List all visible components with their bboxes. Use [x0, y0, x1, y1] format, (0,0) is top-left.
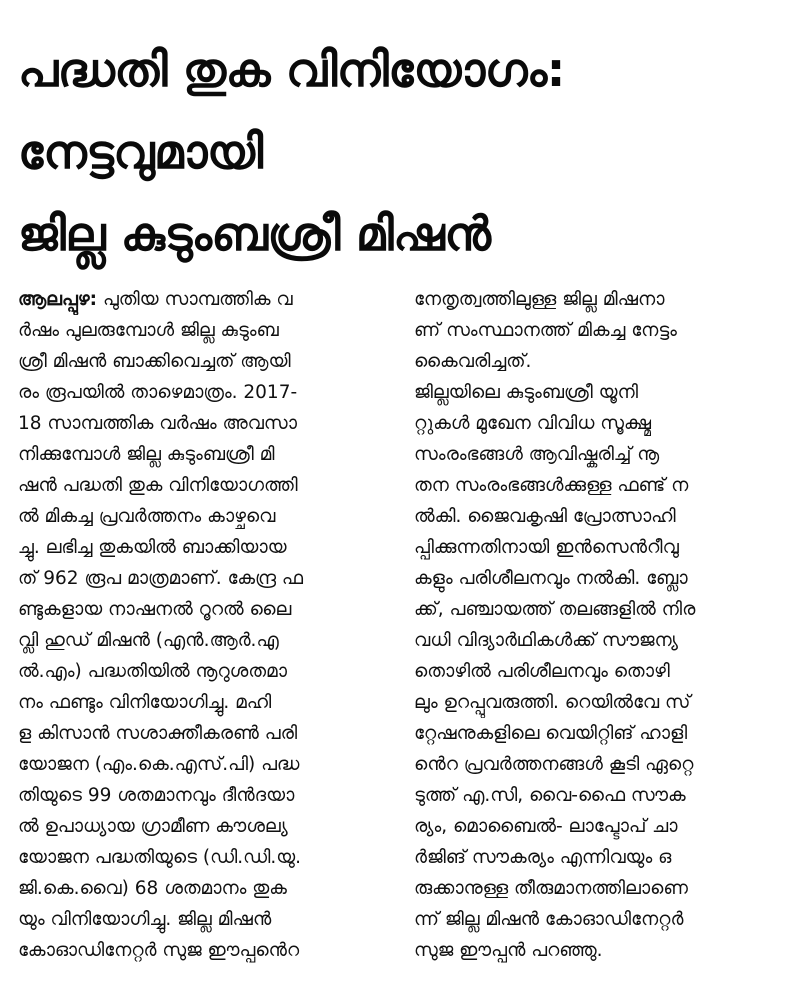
text-line: ൻെറ പ്രവർത്തനങ്ങൾ കൂടി ഏറ്റെ	[414, 754, 694, 775]
text-line: സംരംഭങ്ങൾ ആവിഷ്കരിച്ച് നൂ	[414, 444, 660, 465]
text-line: റ്റുകൾ മുഖേന വിവിധ സൂക്ഷ്മ	[414, 413, 652, 434]
text-line: ൽ.എം) പദ്ധതിയിൽ നൂറുശതമാ	[18, 661, 287, 682]
text-line: ശ്രീ മിഷൻ ബാക്കിവെച്ചത് ആയി	[18, 351, 291, 372]
text-line: നേതൃത്വത്തിലുള്ള ജില്ല മിഷനാ	[414, 289, 665, 310]
text-line: ണ്ടുകളായ നാഷനൽ റൂറൽ ലൈ	[18, 599, 292, 620]
text-line: തൊഴിൽ പരിശീലനവും തൊഴി	[414, 661, 670, 682]
text-line: ൽ ഉപാധ്യായ ഗ്രാമീണ കൗശല്യ	[18, 816, 288, 837]
text-line: ത് 962 രൂപ മാത്രമാണ്. കേന്ദ്ര ഫ	[18, 568, 304, 589]
text-line: ർജിങ് സൗകര്യം എന്നിവയും ഒ	[414, 847, 672, 868]
text-line: ച്ചു. ലഭിച്ച തുകയിൽ ബാക്കിയായ	[18, 537, 287, 558]
text-line: നിക്കുമ്പോൾ ജില്ല കുടുംബശ്രീ മി	[18, 444, 275, 465]
text-line: രുക്കാനുള്ള തീരുമാനത്തിലാണെ	[414, 878, 688, 899]
text-line: സുജ ഈപ്പൻ പറഞ്ഞു.	[414, 940, 603, 961]
text-line: ൽകി. ജൈവകൃഷി പ്രോത്സാഹി	[414, 506, 676, 527]
text-line: ജില്ലയിലെ കുടുംബശ്രീ യൂനി	[414, 382, 638, 403]
headline	[18, 30, 788, 276]
headline-line: നേട്ടവുമായി	[18, 125, 263, 180]
text-line: കളും പരിശീലനവും നൽകി. ബ്ലോ	[414, 568, 688, 589]
article-column-left	[18, 284, 398, 966]
headline-line: പദ്ധതി തുക വിനിയോഗം:	[18, 43, 565, 98]
text-line: ന്ന് ജില്ല മിഷൻ കോഓഡിനേറ്റർ	[414, 909, 684, 930]
text-line	[18, 284, 398, 315]
text-line: കോഓഡിനേറ്റർ സുജ ഈപ്പൻെറ	[18, 940, 300, 961]
text-line: ലും ഉറപ്പുവരുത്തി. റെയിൽവേ സ്	[414, 692, 691, 713]
article-column-right	[414, 284, 794, 966]
text-line: വ്ലി ഹുഡ് മിഷൻ (എൻ.ആർ.എ	[18, 630, 279, 651]
text-line: രം രൂപയിൽ താഴെമാത്രം. 2017-	[18, 382, 298, 403]
text-line: ണ് സംസ്ഥാനത്ത് മികച്ച നേട്ടം	[414, 320, 677, 341]
headline-line: ജില്ല കുടുംബശ്രീ മിഷൻ	[18, 207, 491, 262]
text-line: ക്ക്, പഞ്ചായത്ത് തലങ്ങളിൽ നിര	[414, 599, 696, 620]
text-line: ര്യം, മൊബൈൽ- ലാപ്ടോപ് ചാ	[414, 816, 678, 837]
text-line: കൈവരിച്ചത്.	[414, 351, 532, 372]
text-line: ടുത്ത് എ.സി, വൈ-ഫൈ സൗക	[414, 785, 686, 806]
text-line: യോജന പദ്ധതിയുടെ (ഡി.ഡി.യു.	[18, 847, 302, 868]
text-line: 18 സാമ്പത്തിക വർഷം അവസാ	[18, 413, 297, 434]
text-line: ള കിസാൻ സശാക്തീകരൺ പരി	[18, 723, 298, 744]
text-line: ർഷം പുലരുമ്പോൾ ജില്ല കുടുംബ	[18, 320, 279, 341]
text-line: യോജന (എം.കെ.എസ്.പി) പദ്ധ	[18, 754, 300, 775]
text-line: ൽ മികച്ച പ്രവർത്തനം കാഴ്ചവെ	[18, 506, 276, 527]
text-line: തിയുടെ 99 ശതമാനവും ദീൻദയാ	[18, 785, 295, 806]
text-line: തന സംരംഭങ്ങൾക്കുള്ള ഫണ്ട് ന	[414, 475, 689, 496]
text-line-content: പുതിയ സാമ്പത്തിക വ	[97, 289, 293, 310]
text-line: ജി.കെ.വൈ) 68 ശതമാനം തുക	[18, 878, 287, 899]
text-line: നം ഫണ്ടും വിനിയോഗിച്ചു. മഹി	[18, 692, 272, 713]
text-line: റ്റേഷനുകളിലെ വെയിറ്റിങ് ഹാളി	[414, 723, 688, 744]
text-line: ഷൻ പദ്ധതി തുക വിനിയോഗത്തി	[18, 475, 298, 496]
text-line: പ്പിക്കുന്നതിനായി ഇൻസെൻറീവു	[414, 537, 679, 558]
text-line: വധി വിദ്യാർഥികൾക്ക് സൗജന്യ	[414, 630, 678, 651]
dateline: ആലപ്പുഴ:	[18, 289, 98, 310]
text-line: യും വിനിയോഗിച്ചു. ജില്ല മിഷൻ	[18, 909, 272, 930]
